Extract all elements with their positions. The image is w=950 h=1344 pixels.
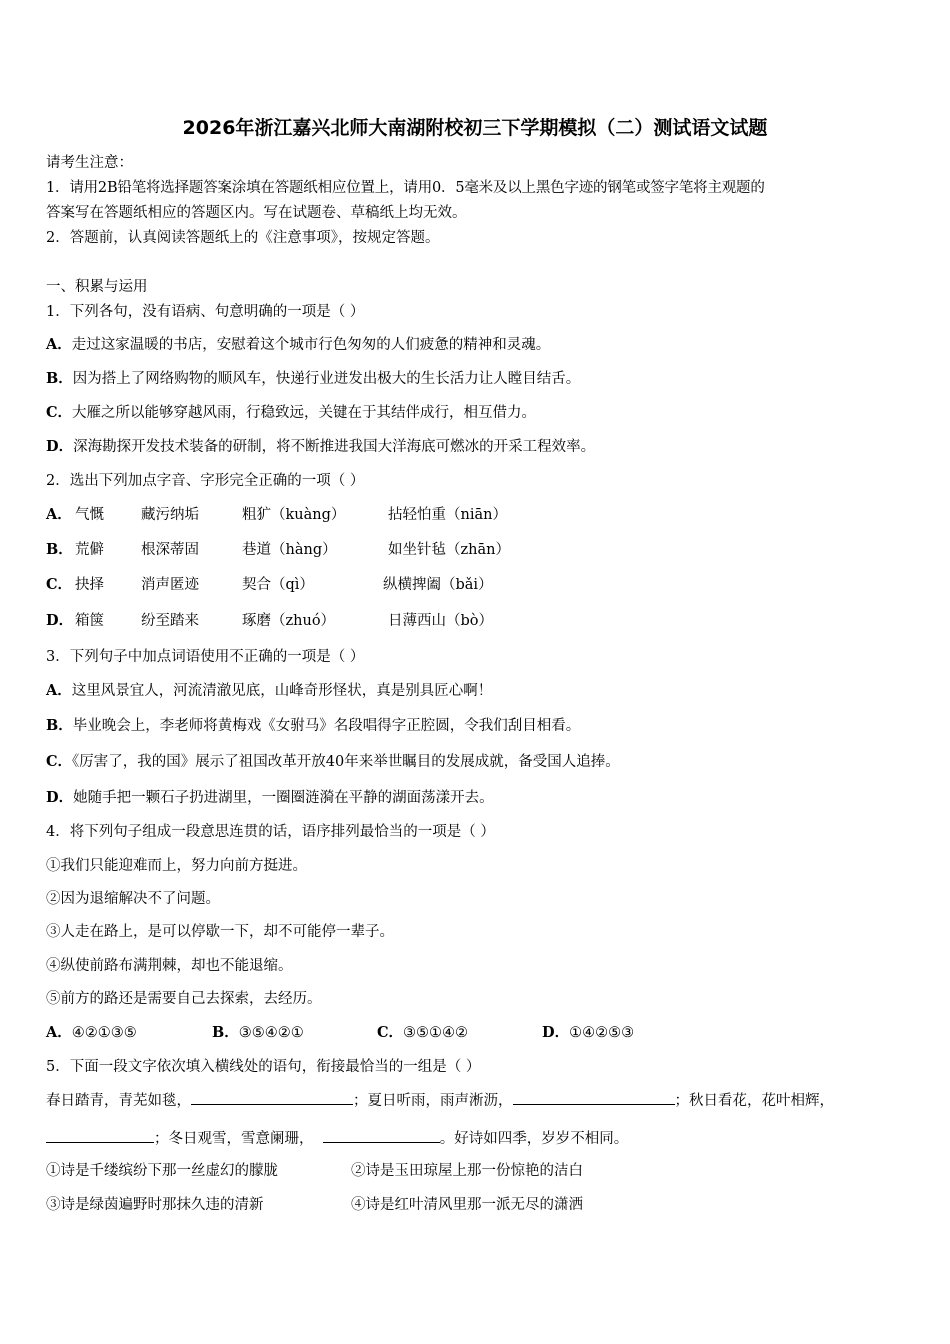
question-2-row-d-letter: D． [46, 612, 74, 629]
option-text: 因为搭上了网络购物的顺风车，快递行业迸发出极大的生长活力让人瞠目结舌。 [72, 371, 581, 387]
option-text: 大雁之所以能够穿越风雨，行稳致远，关键在于其结伴成行，相互借力。 [72, 405, 537, 421]
question-3-option-c: C．《厉害了，我的国》展示了祖国改革开放40年来举世瞩目的发展成就，备受国人追捧。 [46, 753, 620, 770]
question-2-row-d-word-3: 琢磨（zhuó） [242, 613, 336, 629]
notice-item-2: 2．答题前，认真阅读答题纸上的《注意事项》，按规定答题。 [46, 230, 440, 246]
question-3-stem: 3．下列句子中加点词语使用不正确的一项是（ ） [46, 649, 365, 665]
question-5-passage-line-1: 春日踏青，青芜如毯， ；夏日听雨，雨声淅沥， ；秋日看花，花叶相辉， [46, 1090, 834, 1111]
question-2-row-b-word-2: 根深蒂固 [141, 542, 199, 558]
notice-heading: 请考生注意： [46, 155, 133, 171]
question-4-option-d: D．①④②⑤③ [542, 1024, 635, 1041]
question-2-row-c-letter: C． [46, 576, 73, 593]
question-2-row-d-word-4: 日薄西山（bò） [388, 613, 494, 629]
question-2-row-c-word-2: 消声匿迹 [141, 577, 199, 593]
notice-item-1-line-2: 答案写在答题纸相应的答题区内。写在试题卷、草稿纸上均无效。 [46, 205, 467, 221]
question-3-option-b: B．毕业晚会上，李老师将黄梅戏《女驸马》名段唱得字正腔圆，令我们刮目相看。 [46, 717, 581, 734]
option-text: 这里风景宜人，河流清澈见底，山峰奇形怪状，真是别具匠心啊！ [71, 683, 493, 699]
option-text: 走过这家温暖的书店，安慰着这个城市行色匆匆的人们疲惫的精神和灵魂。 [71, 337, 551, 353]
question-4-sentence-1: ①我们只能迎难而上，努力向前方挺进。 [46, 858, 307, 874]
question-4-sentence-5: ⑤前方的路还是需要自己去探索，去经历。 [46, 991, 322, 1007]
question-2-row-d-word-2: 纷至踏来 [141, 613, 199, 629]
question-4-sentence-3: ③人走在路上，是可以停歇一下，却不可能停一辈子。 [46, 924, 394, 940]
answer-blank-2[interactable] [513, 1090, 675, 1105]
question-4-sentence-2: ②因为退缩解决不了问题。 [46, 891, 220, 907]
answer-blank-3[interactable] [46, 1128, 154, 1143]
question-4-option-c: C．③⑤①④② [377, 1024, 469, 1041]
question-4-option-a: A．④②①③⑤ [46, 1024, 137, 1041]
question-4-stem: 4．将下列句子组成一段意思连贯的话，语序排列最恰当的一项是（ ） [46, 824, 495, 840]
question-2-row-c-word-1: 抉择 [75, 577, 104, 593]
question-2-stem: 2．选出下列加点字音、字形完全正确的一项（ ） [46, 473, 365, 489]
answer-blank-1[interactable] [191, 1090, 353, 1105]
question-5-stem: 5．下面一段文字依次填入横线处的语句，衔接最恰当的一组是（ ） [46, 1059, 481, 1075]
option-text: 毕业晚会上，李老师将黄梅戏《女驸马》名段唱得字正腔圆，令我们刮目相看。 [72, 718, 581, 734]
question-2-row-a-word-1: 气慨 [75, 507, 104, 523]
question-1-option-c: C．大雁之所以能够穿越风雨，行稳致远，关键在于其结伴成行，相互借力。 [46, 404, 537, 421]
question-2-row-d-word-1: 箱箧 [75, 613, 104, 629]
question-2-row-a-word-3: 粗犷（kuàng） [242, 507, 346, 523]
question-1-stem: 1．下列各句，没有语病、句意明确的一项是（ ） [46, 304, 365, 320]
question-2-row-a-letter: A． [46, 506, 72, 523]
question-1-option-a: A．走过这家温暖的书店，安慰着这个城市行色匆匆的人们疲惫的精神和灵魂。 [46, 336, 551, 353]
question-5-passage-line-2: ；冬日观雪，雪意阑珊， 。好诗如四季，岁岁不相同。 [46, 1128, 628, 1149]
question-4-sentence-4: ④纵使前路布满荆棘，却也不能退缩。 [46, 958, 293, 974]
question-5-choice-2: ②诗是玉田琼屋上那一份惊艳的洁白 [351, 1163, 583, 1179]
answer-blank-4[interactable] [323, 1128, 440, 1143]
option-text: 《厉害了，我的国》展示了祖国改革开放40年来举世瞩目的发展成就，备受国人追捧。 [72, 754, 620, 770]
question-2-row-b-word-4: 如坐针毡（zhān） [388, 542, 510, 558]
section-heading: 一、积累与运用 [46, 279, 148, 295]
question-2-row-b-letter: B． [46, 541, 73, 558]
question-1-option-d: D．深海勘探开发技术装备的研制，将不断推进我国大洋海底可燃冰的开采工程效率。 [46, 438, 596, 455]
question-2-row-c-word-4: 纵横捭阖（bǎi） [383, 577, 493, 593]
question-5-choice-4: ④诗是红叶清风里那一派无尽的潇洒 [351, 1197, 583, 1213]
option-text: 她随手把一颗石子扔进湖里，一圈圈涟漪在平静的湖面荡漾开去。 [73, 790, 494, 806]
question-3-option-a: A．这里风景宜人，河流清澈见底，山峰奇形怪状，真是别具匠心啊！ [46, 682, 493, 699]
question-2-row-b-word-3: 巷道（hàng） [242, 542, 337, 558]
question-2-row-a-word-2: 藏污纳垢 [141, 507, 199, 523]
question-3-option-d: D．她随手把一颗石子扔进湖里，一圈圈涟漪在平静的湖面荡漾开去。 [46, 789, 494, 806]
notice-item-1-line-1: 1．请用2B铅笔将选择题答案涂填在答题纸相应位置上，请用0．5毫米及以上黑色字迹的钢笔或签字笔将主观题的 [46, 180, 765, 196]
question-2-row-a-word-4: 拈轻怕重（niān） [388, 507, 507, 523]
question-5-choice-1: ①诗是千缕缤纷下那一丝虚幻的朦胧 [46, 1163, 278, 1179]
question-5-choice-3: ③诗是绿茵遍野时那抹久违的清新 [46, 1197, 264, 1213]
question-2-row-c-word-3: 契合（qì） [242, 577, 314, 593]
question-4-option-b: B．③⑤④②① [212, 1024, 304, 1041]
option-text: 深海勘探开发技术装备的研制，将不断推进我国大洋海底可燃冰的开采工程效率。 [73, 439, 596, 455]
question-2-row-b-word-1: 荒僻 [75, 542, 104, 558]
page-title: 2026年浙江嘉兴北师大南湖附校初三下学期模拟（二）测试语文试题 [182, 117, 768, 139]
question-1-option-b: B．因为搭上了网络购物的顺风车，快递行业迸发出极大的生长活力让人瞠目结舌。 [46, 370, 581, 387]
